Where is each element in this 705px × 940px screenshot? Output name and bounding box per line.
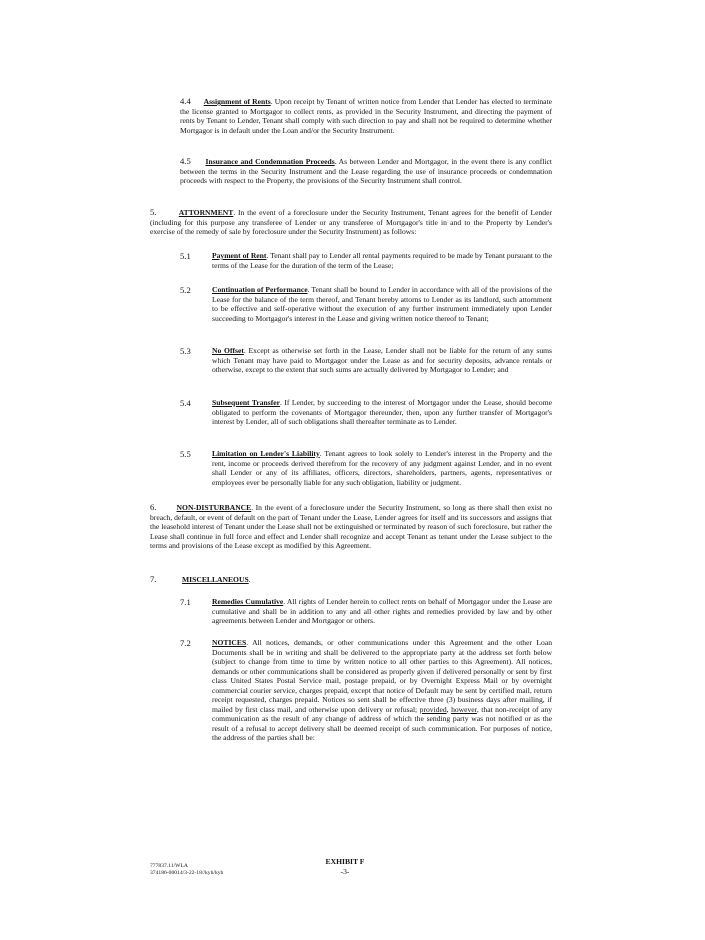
section-4-4 — [180, 97, 552, 135]
section-heading: Insurance and Condemnation Proceeds — [205, 157, 335, 166]
section-text: , that non-receipt of any communication as the result of any change of address of which the sending party was not notified or as the result of a refusal to accept delivery shall be deemed receipt of such communication. For purposes of notice, the address of the parties shall be: — [212, 704, 553, 742]
section-text-underlined: provided — [419, 704, 447, 714]
section-heading: Remedies Cumulative — [212, 597, 284, 606]
section-heading: NOTICES — [212, 638, 247, 647]
section-heading: Continuation of Performance — [212, 285, 308, 294]
section-number-7-2: 7.2 — [180, 638, 191, 648]
section-heading: ATTORNMENT — [178, 208, 234, 217]
footer-document-id — [150, 863, 223, 877]
section-heading: NON-DISTURBANCE — [176, 503, 252, 512]
section-number: 5. — [150, 207, 157, 217]
exhibit-label: EXHIBIT F — [325, 857, 365, 866]
section-5-1 — [212, 251, 552, 270]
section-text: . All notices, demands, or other communications under this Agreement and the other Loan Documents shall be in writing and shall be delivered to the appropriate party at the address set forth below (subject to change from time to time by written notice to all other parties to this Agreement). All notices, demands or other communications shall be considered as properly given if delivered personally or sent by first class United States Postal Service mail, postage prepaid, or by Overnight Express Mail or by overnight commercial courier service, charges prepaid, except that notice of Default may be sent by certified mail, return receipt requested, charges prepaid. Notices so sent shall be effective three (3) business days after mailing, if mailed by first class mail, and otherwise upon delivery or refusal; — [212, 638, 552, 714]
section-7-2 — [212, 638, 552, 743]
section-number-7: 7. — [150, 574, 157, 584]
section-text: . — [248, 575, 251, 584]
section-heading: Subsequent Transfer — [212, 398, 280, 407]
section-number: 6. — [150, 502, 157, 512]
section-number-7-1: 7.1 — [180, 597, 191, 607]
section-text: . Tenant agrees to look solely to Lender's interest in the Property and the rent, income or proceeds derived therefrom for the recovery of any judgment against Lender, and in no event shall Lender or any of its affiliates, officers, directors, shareholders, partners, agents, representatives or employees ever be personally liable for any such obligation, liability or judgment. — [212, 449, 552, 487]
section-heading: Assignment of Rents — [203, 97, 271, 106]
section-5-3 — [212, 346, 552, 375]
footer-exhibit — [300, 857, 390, 877]
section-text: . In the event of a foreclosure under the Security Instrument, Tenant agrees for the benefit of Lender (including for this purpose any transferee of Lender or any transferee of Mortgagor's title in and to the Property by Lender's exercise of the remedy of sale by foreclosure under the Security Instrument) as follows: — [150, 208, 553, 236]
section-6 — [150, 503, 552, 551]
section-heading: MISCELLANEOUS — [182, 575, 249, 584]
section-number-5-4: 5.4 — [180, 398, 191, 408]
section-5 — [150, 208, 552, 237]
section-5-4 — [212, 398, 552, 427]
section-4-5 — [180, 157, 552, 186]
footer-doc-id-2: 374186-00014/3-22-18//kyh/kyh — [150, 870, 224, 876]
section-text: . Except as otherwise set forth in the Lease, Lender shall not be liable for the return of any sums which Tenant may have paid to Mortgagor under the Lease as and for security deposits, advance rentals or otherwise, except to the extent that such sums are actually delivered by Mortgagor to Lender; and — [212, 346, 552, 374]
section-text: . In the event of a foreclosure under the Security Instrument, so long as there shall then exist no breach, default, or event of default on the part of Tenant under the Lease, Lender agrees for itself and its successors and assigns that the leasehold interest of Tenant under the Lease shall not be extinguished or terminated by reason of such foreclosure, but rather the Lease shall continue in full force and effect and Lender shall recognize and accept Tenant as tenant under the Lease subject to the terms and provisions of the Lease except as modified by this Agreement. — [150, 503, 553, 550]
section-text: . Tenant shall pay to Lender all rental payments required to be made by Tenant pursuant to the terms of the Lease for the duration of the term of the Lease; — [212, 251, 552, 270]
section-number: 4.4 — [180, 96, 191, 106]
section-heading: Limitation on Lender's Liability — [212, 449, 320, 458]
section-7-1 — [212, 597, 552, 626]
section-number-5-3: 5.3 — [180, 346, 191, 356]
section-text: . If Lender, by succeeding to the interest of Mortgagor under the Lease, should become obligated to perform the covenants of Mortgagor thereunder, then, upon any further transfer of Mortgagor's interest by Lender, all of such obligations shall thereafter terminate as to Lender. — [212, 398, 552, 426]
section-number-5-1: 5.1 — [180, 251, 191, 261]
section-text: , — [446, 704, 452, 714]
section-number-5-2: 5.2 — [180, 285, 191, 295]
section-number-5-5: 5.5 — [180, 449, 191, 459]
section-heading: No Offset — [212, 346, 244, 355]
section-text: . All rights of Lender herein to collect rents on behalf of Mortgagor under the Lease are cumulative and shall be in addition to any and all other rights and remedies provided by law and by other agreements between Lender and Mortgagor or others. — [212, 597, 552, 625]
section-text: . Tenant shall be bound to Lender in accordance with all of the provisions of the Lease for the balance of the term thereof, and Tenant hereby attorns to Lender as its landlord, such attornment to be effective and self-operative without the execution of any further instrument immediately upon Lender succeeding to Mortgagor's interest in the Lease and giving written notice thereof to Tenant; — [212, 285, 552, 323]
section-text-underlined: however — [451, 704, 477, 714]
footer-doc-id-1: 777837.11/WLA — [150, 863, 188, 869]
section-5-2 — [212, 285, 552, 323]
section-number: 4.5 — [180, 156, 191, 166]
section-7 — [182, 575, 382, 585]
section-5-5 — [212, 449, 552, 487]
section-heading: Payment of Rent — [212, 251, 267, 260]
page-number: -3- — [340, 867, 350, 876]
section-text: . Upon receipt by Tenant of written notice from Lender that Lender has elected to terminate the license granted to Mortgagor to collect rents, as provided in the Security Instrument, and directing the payment of rents by Tenant to Lender, Tenant shall comply with such direction to pay and shall not be required to determine whether Mortgagor is in default under the Loan and/or the Security Instrument. — [180, 97, 552, 135]
section-text: . As between Lender and Mortgagor, in the event there is any conflict between the terms in the Security Instrument and the Lease regarding the use of insurance proceeds or condemnation proceeds with respect to the Property, the provisions of the Security Instrument shall control. — [180, 157, 552, 185]
